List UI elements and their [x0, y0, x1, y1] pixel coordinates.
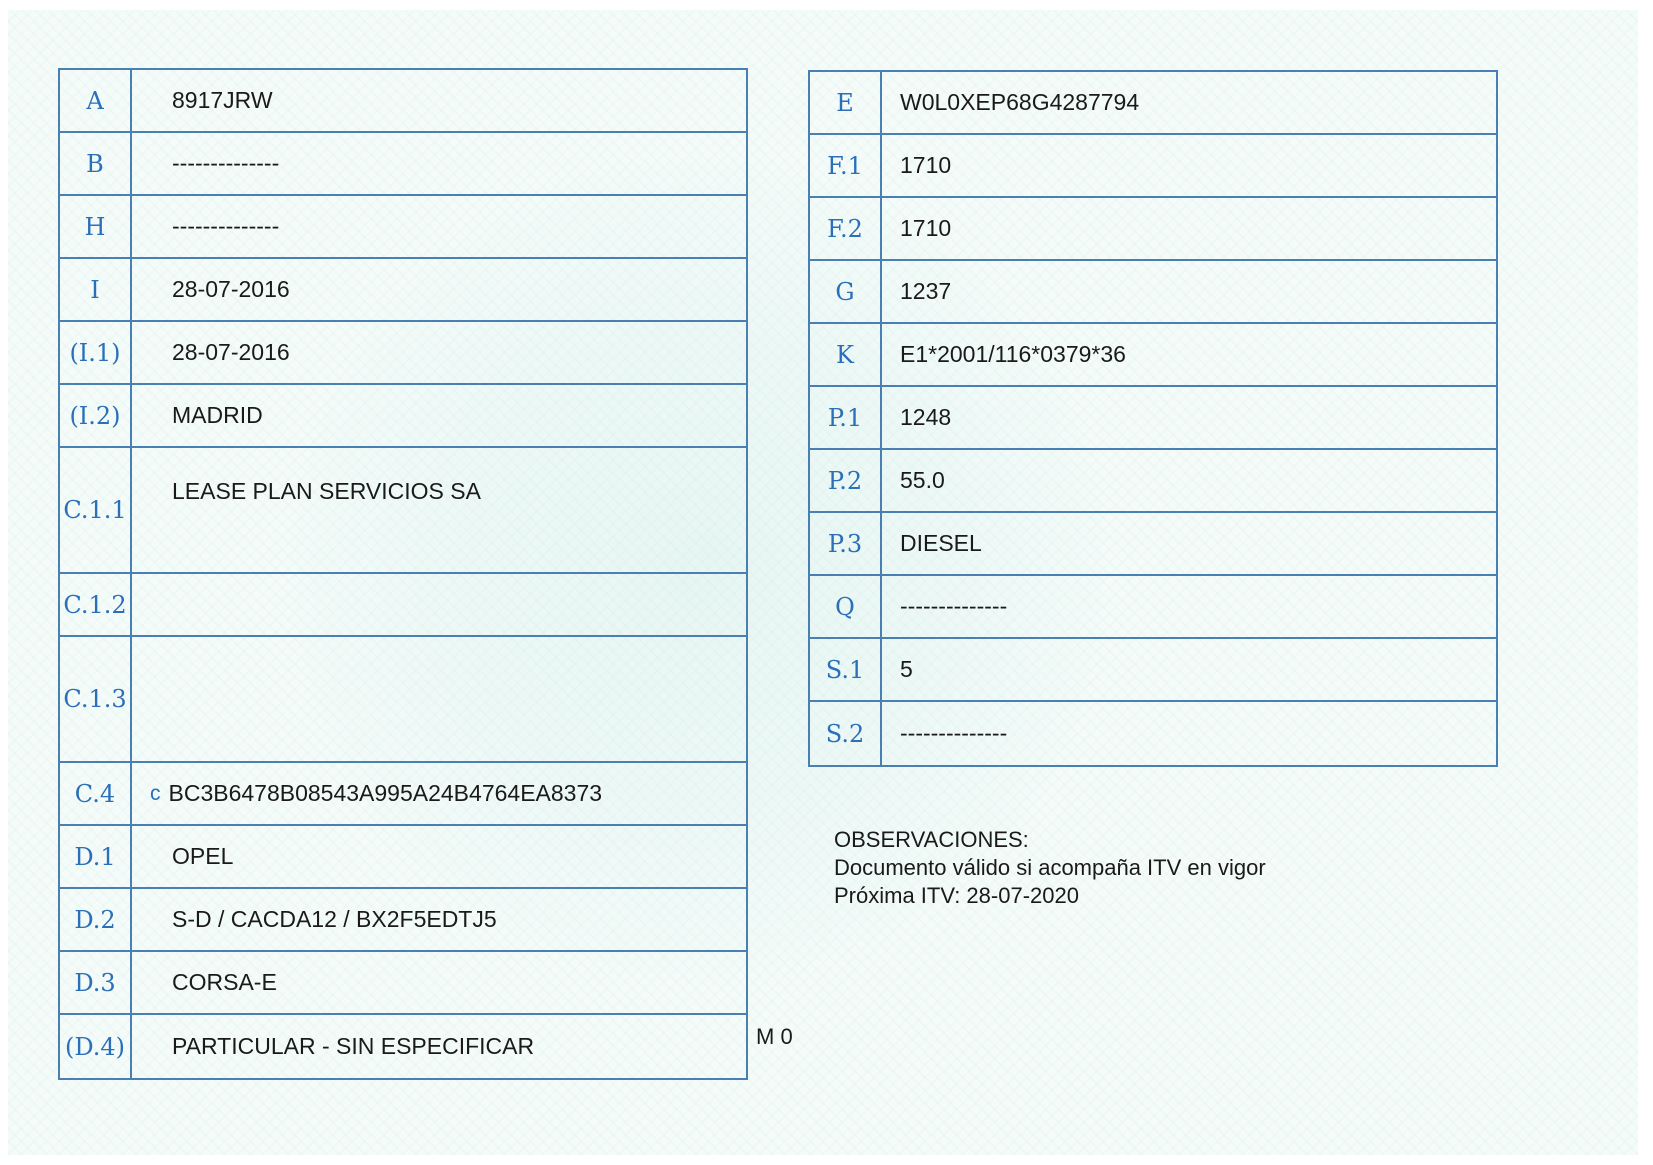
- field-row-i: [60, 259, 746, 322]
- field-value: --------------: [900, 720, 1008, 746]
- field-value: 55.0: [900, 467, 945, 493]
- field-row-s2: [810, 702, 1496, 765]
- field-value: 1248: [900, 404, 952, 430]
- field-code: A: [60, 70, 132, 131]
- field-value: 28-07-2016: [172, 276, 290, 302]
- field-code: C.1.3: [60, 637, 132, 761]
- field-row-c12: [60, 574, 746, 637]
- field-row-g: [810, 261, 1496, 324]
- observations-heading: OBSERVACIONES:: [834, 827, 1029, 852]
- field-row-q: [810, 576, 1496, 639]
- field-row-p1: [810, 387, 1496, 450]
- field-code: D.1: [60, 826, 132, 887]
- registration-document: [8, 10, 1638, 1155]
- field-value: --------------: [900, 593, 1008, 619]
- field-code: (I.2): [60, 385, 132, 446]
- field-value: S-D / CACDA12 / BX2F5EDTJ5: [172, 906, 497, 932]
- field-code: E: [810, 72, 882, 133]
- field-row-f2: [810, 198, 1496, 261]
- field-row-p3: [810, 513, 1496, 576]
- field-code: C.1.1: [60, 448, 132, 572]
- field-code: P.2: [810, 450, 882, 511]
- field-code: F.1: [810, 135, 882, 196]
- field-value: 1237: [900, 278, 952, 304]
- field-value: 8917JRW: [172, 87, 273, 113]
- field-value: CORSA-E: [172, 969, 277, 995]
- field-value: PARTICULAR - SIN ESPECIFICAR: [172, 1033, 535, 1059]
- field-code: S.2: [810, 702, 882, 765]
- field-value: OPEL: [172, 843, 234, 869]
- field-code: B: [60, 133, 132, 194]
- field-row-b: [60, 133, 746, 196]
- observations-block: [834, 826, 1266, 910]
- field-value: 1710: [900, 152, 952, 178]
- right-fields-table: [808, 70, 1498, 767]
- field-row-d1: [60, 826, 746, 889]
- field-value: [132, 637, 746, 761]
- field-code: H: [60, 196, 132, 257]
- field-value: [132, 574, 746, 635]
- field-value: --------------: [172, 213, 280, 239]
- field-code: D.2: [60, 889, 132, 950]
- document-mark: M 0: [756, 1024, 793, 1049]
- field-row-f1: [810, 135, 1496, 198]
- field-value: [132, 763, 746, 824]
- field-code: I: [60, 259, 132, 320]
- field-value: E1*2001/116*0379*36: [900, 341, 1126, 367]
- left-fields-table: [58, 68, 748, 1080]
- field-code: F.2: [810, 198, 882, 259]
- field-code: P.3: [810, 513, 882, 574]
- field-row-c13: [60, 637, 746, 763]
- field-row-p2: [810, 450, 1496, 513]
- field-code: Q: [810, 576, 882, 637]
- observations-line: Documento válido si acompaña ITV en vigor: [834, 855, 1266, 880]
- observations-line: Próxima ITV: 28-07-2020: [834, 883, 1079, 908]
- field-row-d4: [60, 1015, 746, 1078]
- field-code: C.4: [60, 763, 132, 824]
- field-code: G: [810, 261, 882, 322]
- field-value: LEASE PLAN SERVICIOS SA: [172, 478, 481, 504]
- field-row-h: [60, 196, 746, 259]
- field-row-c11: [60, 448, 746, 574]
- field-value-text: BC3B6478B08543A995A24B4764EA8373: [168, 780, 603, 806]
- field-value: 5: [900, 656, 913, 682]
- field-row-i1: [60, 322, 746, 385]
- field-prefix: c: [150, 781, 161, 805]
- field-value: DIESEL: [900, 530, 982, 556]
- field-value: 28-07-2016: [172, 339, 290, 365]
- field-code: K: [810, 324, 882, 385]
- field-code: D.3: [60, 952, 132, 1013]
- field-row-d3: [60, 952, 746, 1015]
- field-value: MADRID: [172, 402, 263, 428]
- field-row-a: [60, 70, 746, 133]
- field-row-d2: [60, 889, 746, 952]
- field-code: S.1: [810, 639, 882, 700]
- field-row-i2: [60, 385, 746, 448]
- field-value: --------------: [172, 150, 280, 176]
- field-row-c4: [60, 763, 746, 826]
- field-code: (I.1): [60, 322, 132, 383]
- field-code: (D.4): [60, 1015, 132, 1078]
- field-value: W0L0XEP68G4287794: [900, 89, 1140, 115]
- field-code: C.1.2: [60, 574, 132, 635]
- field-row-s1: [810, 639, 1496, 702]
- field-value: 1710: [900, 215, 952, 241]
- field-row-e: [810, 72, 1496, 135]
- field-row-k: [810, 324, 1496, 387]
- field-code: P.1: [810, 387, 882, 448]
